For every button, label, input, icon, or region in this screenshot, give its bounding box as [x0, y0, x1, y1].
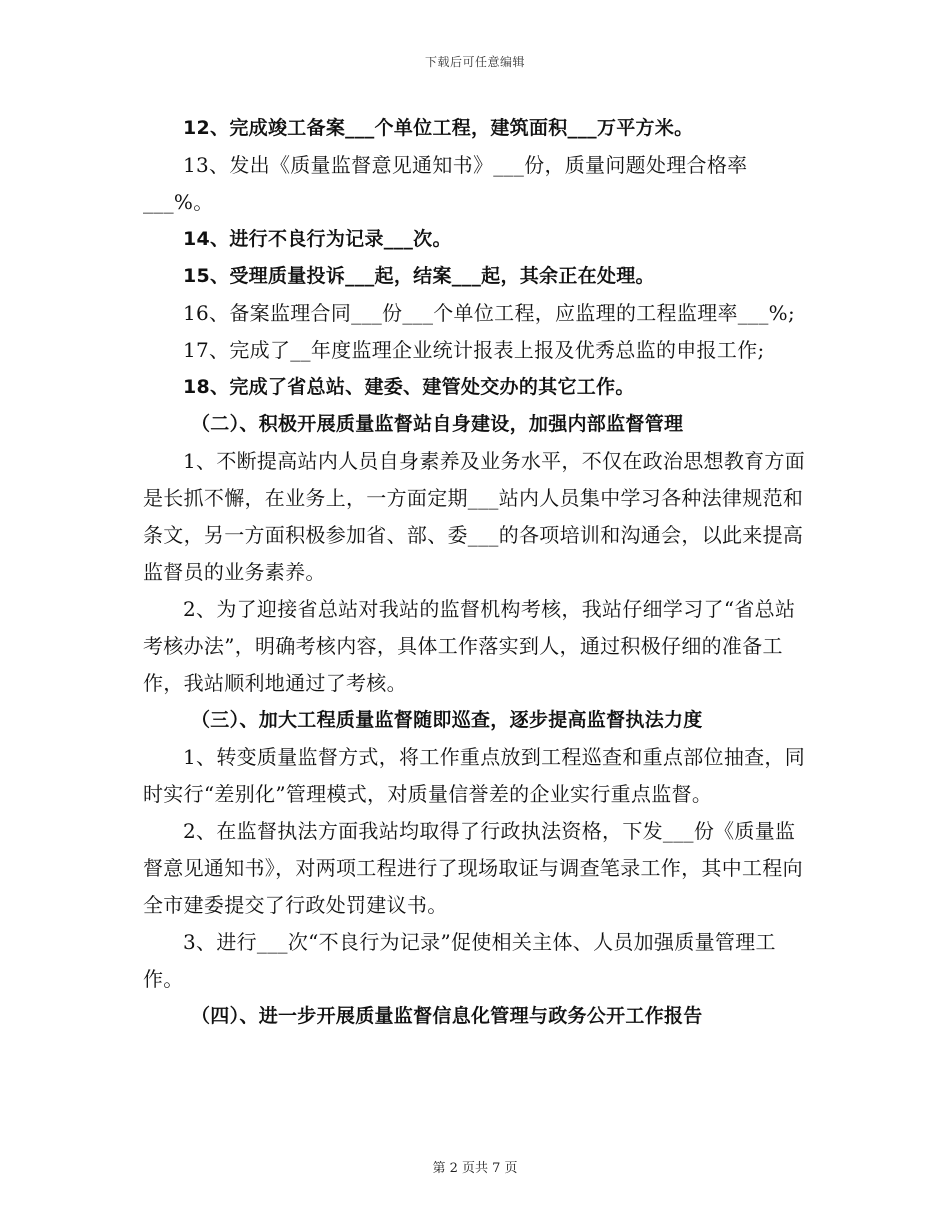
section-3-item-2: 2、在监督执法方面我站均取得了行政执法资格，下发___份《质量监督意见通知书》，对两项工程进行了现场取证与调查笔录工作，其中工程向全市建委提交了行政处罚建议书。	[143, 819, 803, 917]
page-footer: 第 2 页共 7 页	[432, 1161, 518, 1176]
section-2-item-2: 2、为了迎接省总站对我站的监督机构考核，我站仔细学习了“省总站考核办法”，明确考核内容，具体工作落实到人，通过积极仔细的准备工作，我站顺利地通过了考核。	[143, 597, 796, 695]
section-3-item-1: 1、转变质量监督方式，将工作重点放到工程巡查和重点部位抽查，同时实行“差别化”管理模式，对质量信誉差的企业实行重点监督。	[143, 745, 806, 806]
section-heading-4: （四）、进一步开展质量监督信息化管理与政务公开工作报告	[191, 1005, 703, 1027]
section-3-item-3: 3、进行___次“不良行为记录”促使相关主体、人员加强质量管理工作。	[143, 930, 776, 991]
item-15: 15、受理质量投诉___起，结案___起，其余正在处理。	[183, 265, 655, 287]
page-header: 下载后可任意编辑	[424, 55, 525, 69]
item-14: 14、进行不良行为记录___次。	[183, 228, 452, 250]
section-heading-2: （二）、积极开展质量监督站自身建设，加强内部监督管理	[191, 413, 684, 435]
document-body	[143, 110, 813, 1035]
item-13: 13、发出《质量监督意见通知书》___份，质量问题处理合格率___%。	[143, 153, 748, 214]
section-2-item-1: 1、不断提高站内人员自身素养及业务水平，不仅在政治思想教育方面是长抓不懈，在业务上，一方面定期___站内人员集中学习各种法律规范和条文，另一方面积极参加省、部、委___的各项培训和沟通会，以此来提高监督员的业务素养。	[143, 449, 806, 584]
item-12: 12、完成竣工备案___个单位工程，建筑面积___万平方米。	[183, 117, 694, 139]
item-16: 16、备案监理合同___份___个单位工程，应监理的工程监理率___%;	[183, 301, 795, 325]
section-heading-3: （三）、加大工程质量监督随即巡查，逐步提高监督执法力度	[191, 709, 703, 731]
item-17: 17、完成了__年度监理企业统计报表上报及优秀总监的申报工作;	[183, 338, 765, 362]
item-18: 18、完成了省总站、建委、建管处交办的其它工作。	[183, 376, 635, 398]
